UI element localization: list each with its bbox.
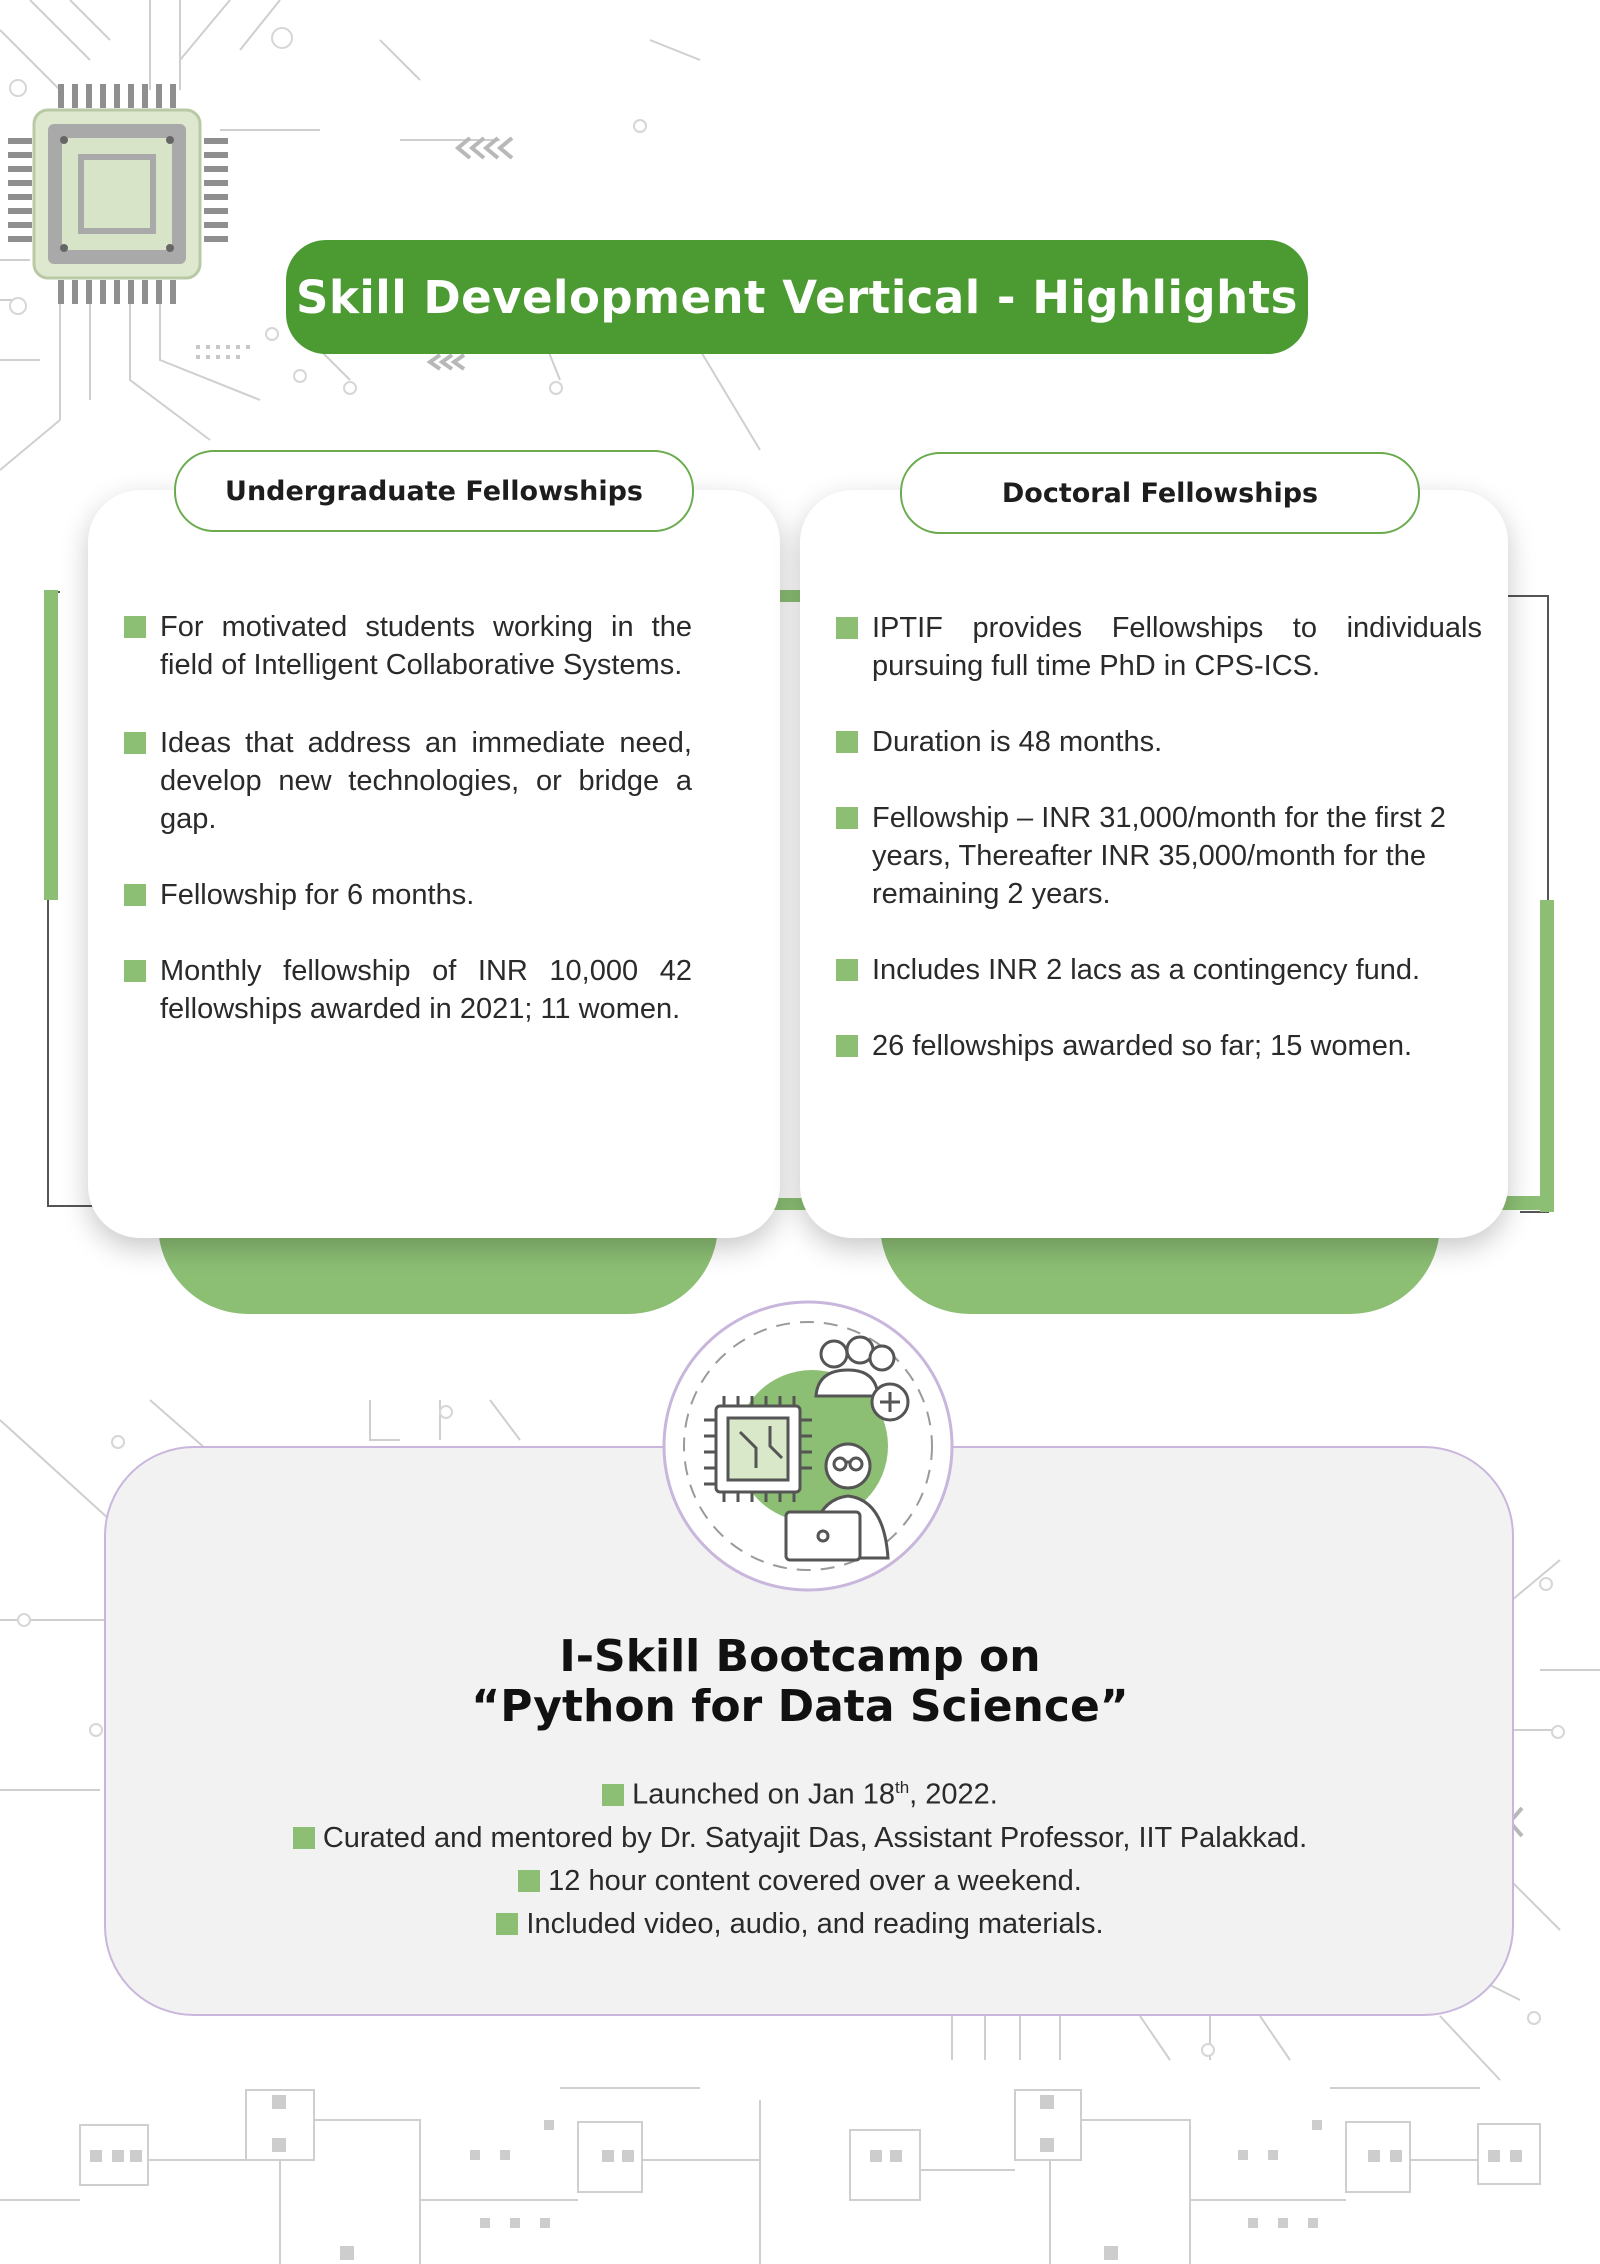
bootcamp-points [150, 1766, 1450, 1946]
list-item-text: Duration is 48 months. [872, 726, 1163, 758]
list-item-text: Monthly fellowship of INR 10,000 42 fellowships awarded in 2021; 11 women. [160, 955, 692, 1025]
undergraduate-points [124, 608, 692, 1066]
bullet-square [124, 732, 146, 754]
list-item [150, 1860, 1450, 1903]
doctoral-heading: Doctoral Fellowships [900, 452, 1420, 534]
list-item-text: Fellowship – INR 31,000/month for the first 2 years, Thereafter INR 35,000/month for the remaining 2 years. [872, 802, 1446, 910]
bootcamp-title-line2: “Python for Data Science” [471, 1681, 1129, 1732]
undergraduate-heading: Undergraduate Fellowships [174, 450, 694, 532]
list-item [836, 609, 1482, 685]
list-item [150, 1817, 1450, 1860]
list-item-text: Includes INR 2 lacs as a contingency fund. [872, 954, 1421, 986]
bullet-square [836, 1035, 858, 1057]
bullet-square [836, 617, 858, 639]
bullet-square [124, 616, 146, 638]
bullet-square [836, 959, 858, 981]
bullet-square [293, 1827, 315, 1849]
page-title: Skill Development Vertical - Highlights [286, 240, 1308, 354]
launch-date-suffix: , 2022. [909, 1778, 998, 1811]
doctoral-points [836, 609, 1482, 1103]
bullet-square [836, 731, 858, 753]
bullet-square [124, 884, 146, 906]
bullet-square [518, 1870, 540, 1892]
bullet-square [836, 807, 858, 829]
list-item [836, 799, 1482, 913]
list-item [150, 1903, 1450, 1946]
data-science-mentor-icon [658, 1296, 958, 1596]
launch-date-prefix: Launched on Jan 18 [632, 1778, 895, 1811]
list-item-text: 26 fellowships awarded so far; 15 women. [872, 1030, 1413, 1062]
list-item [124, 724, 692, 838]
list-item-text: 12 hour content covered over a weekend. [548, 1864, 1082, 1897]
list-item-text: For motivated students working in the field of Intelligent Collaborative Systems. [160, 611, 692, 681]
list-item-text: IPTIF provides Fellowships to individuals pursuing full time PhD in CPS-ICS. [872, 612, 1482, 682]
list-item [124, 952, 692, 1028]
list-item-text: Ideas that address an immediate need, develop new technologies, or bridge a gap. [160, 727, 692, 835]
list-item [836, 1027, 1482, 1065]
list-item-text: Included video, audio, and reading materials. [526, 1907, 1104, 1940]
bullet-square [602, 1784, 624, 1806]
bootcamp-title-line1: I-Skill Bootcamp on [559, 1631, 1041, 1682]
bootcamp-title [300, 1632, 1300, 1732]
list-item [836, 723, 1482, 761]
list-item [836, 951, 1482, 989]
list-item [124, 608, 692, 684]
launch-date-sup: th [894, 1778, 910, 1797]
list-item [124, 876, 692, 914]
list-item-text: Curated and mentored by Dr. Satyajit Das, Assistant Professor, IIT Palakkad. [322, 1821, 1308, 1854]
list-item [150, 1766, 1450, 1817]
bullet-square [124, 960, 146, 982]
list-item-text: Fellowship for 6 months. [160, 879, 475, 911]
bullet-square [496, 1913, 518, 1935]
